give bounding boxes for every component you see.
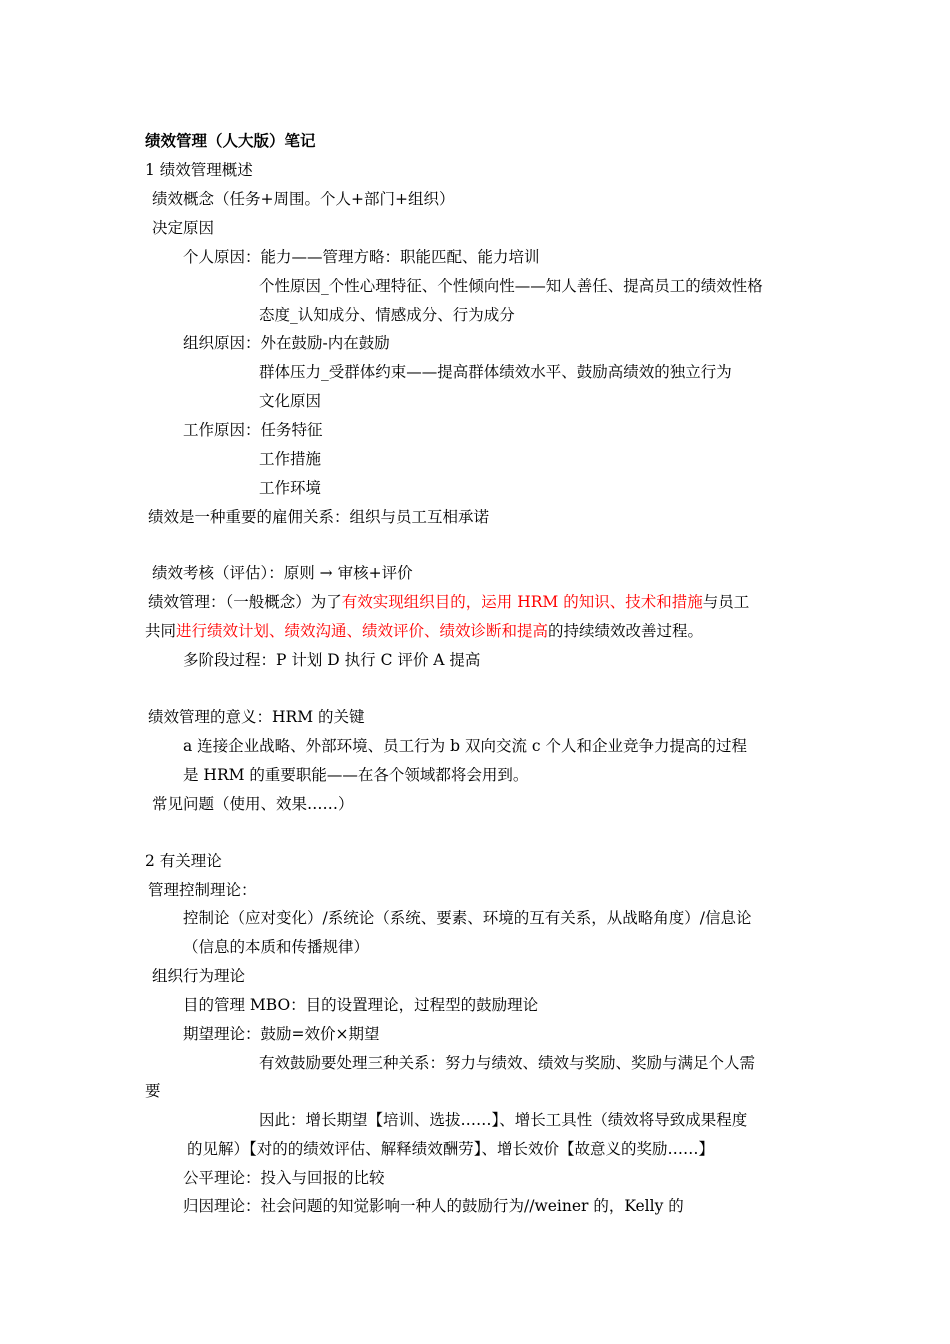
pm-def-text-4: 的持续绩效改善过程。: [548, 622, 704, 640]
three-relations-line-2: 要: [145, 1082, 161, 1100]
meaning-a-line: a 连接企业战略、外部环境、员工行为 b 双向交流 c 个人和企业竞争力提高的过程: [183, 737, 747, 755]
work-measures-line: 工作措施: [259, 450, 322, 468]
concept-line: 绩效概念（任务+周围。个人+部门+组织）: [152, 190, 455, 208]
problems-line: 常见问题（使用、效果……）: [152, 795, 354, 813]
meaning-line: 绩效管理的意义：HRM 的关键: [148, 708, 365, 726]
section-1-heading: 1 绩效管理概述: [145, 161, 253, 179]
attitude-line: 态度_认知成分、情感成分、行为成分: [259, 306, 515, 324]
work-factors-line: 工作原因：任务特征: [183, 421, 323, 439]
determinants-line: 决定原因: [152, 219, 215, 237]
three-relations-line-1: 有效鼓励要处理三种关系：努力与绩效、绩效与奖励、奖励与满足个人需: [259, 1054, 756, 1072]
section-2-heading: 2 有关理论: [145, 852, 222, 870]
personality-line: 个性原因_个性心理特征、个性倾向性——知人善任、提高员工的绩效性格: [259, 277, 763, 295]
control-line-2: （信息的本质和传播规律）: [183, 938, 370, 956]
control-line-1: 控制论（应对变化）/系统论（系统、要素、环境的互有关系，从战略角度）/信息论: [183, 909, 752, 927]
therefore-line-2: 的见解）【对的的绩效评估、解释绩效酬劳】、增长效价【故意义的奖励……】: [187, 1140, 715, 1158]
control-theory-line: 管理控制理论：: [148, 881, 257, 899]
multistage-line: 多阶段过程：P 计划 D 执行 C 评价 A 提高: [183, 651, 481, 669]
expectancy-line: 期望理论：鼓励=效价×期望: [183, 1025, 380, 1043]
work-environment-line: 工作环境: [259, 479, 322, 497]
personal-factors-line: 个人原因：能力——管理方略：职能匹配、能力培训: [183, 248, 540, 266]
culture-line: 文化原因: [259, 392, 322, 410]
pm-definition-line-2: [145, 621, 950, 641]
pm-def-text-1: 绩效管理：（一般概念）为了: [148, 593, 342, 611]
employment-relation-line: 绩效是一种重要的雇佣关系：组织与员工互相承诺: [148, 508, 490, 526]
pm-def-highlight-hrm: 运用 HRM 的知识、技术和措施: [481, 593, 703, 611]
therefore-line-1: 因此：增长期望【培训、选拔……】、增长工具性（绩效将导致成果程度: [259, 1111, 748, 1129]
doc-title: 绩效管理（人大版）笔记: [145, 131, 316, 150]
appraisal-line: 绩效考核（评估）：原则 → 审核+评价: [152, 564, 413, 582]
pm-def-comma: ，: [465, 593, 482, 611]
pm-def-text-2: 与员工: [702, 593, 750, 611]
pm-def-highlight-process: 进行绩效计划、绩效沟通、绩效评价、绩效诊断和提高: [176, 622, 549, 640]
equity-line: 公平理论：投入与回报的比较: [183, 1169, 385, 1187]
pm-def-highlight-goal: 有效实现组织目的: [341, 593, 466, 611]
pm-def-text-3: 共同: [145, 622, 177, 640]
meaning-b-line: 是 HRM 的重要职能——在各个领域都将会用到。: [183, 766, 529, 784]
mbo-line: 目的管理 MBO：目的设置理论，过程型的鼓励理论: [183, 996, 539, 1014]
pm-definition-line-1: [148, 592, 950, 612]
org-factors-line: 组织原因：外在鼓励-内在鼓励: [183, 334, 390, 352]
ob-theory-line: 组织行为理论: [152, 967, 246, 985]
group-pressure-line: 群体压力_受群体约束——提高群体绩效水平、鼓励高绩效的独立行为: [259, 363, 732, 381]
attribution-line: 归因理论：社会问题的知觉影响一种人的鼓励行为//weiner 的，Kelly 的: [183, 1197, 684, 1215]
